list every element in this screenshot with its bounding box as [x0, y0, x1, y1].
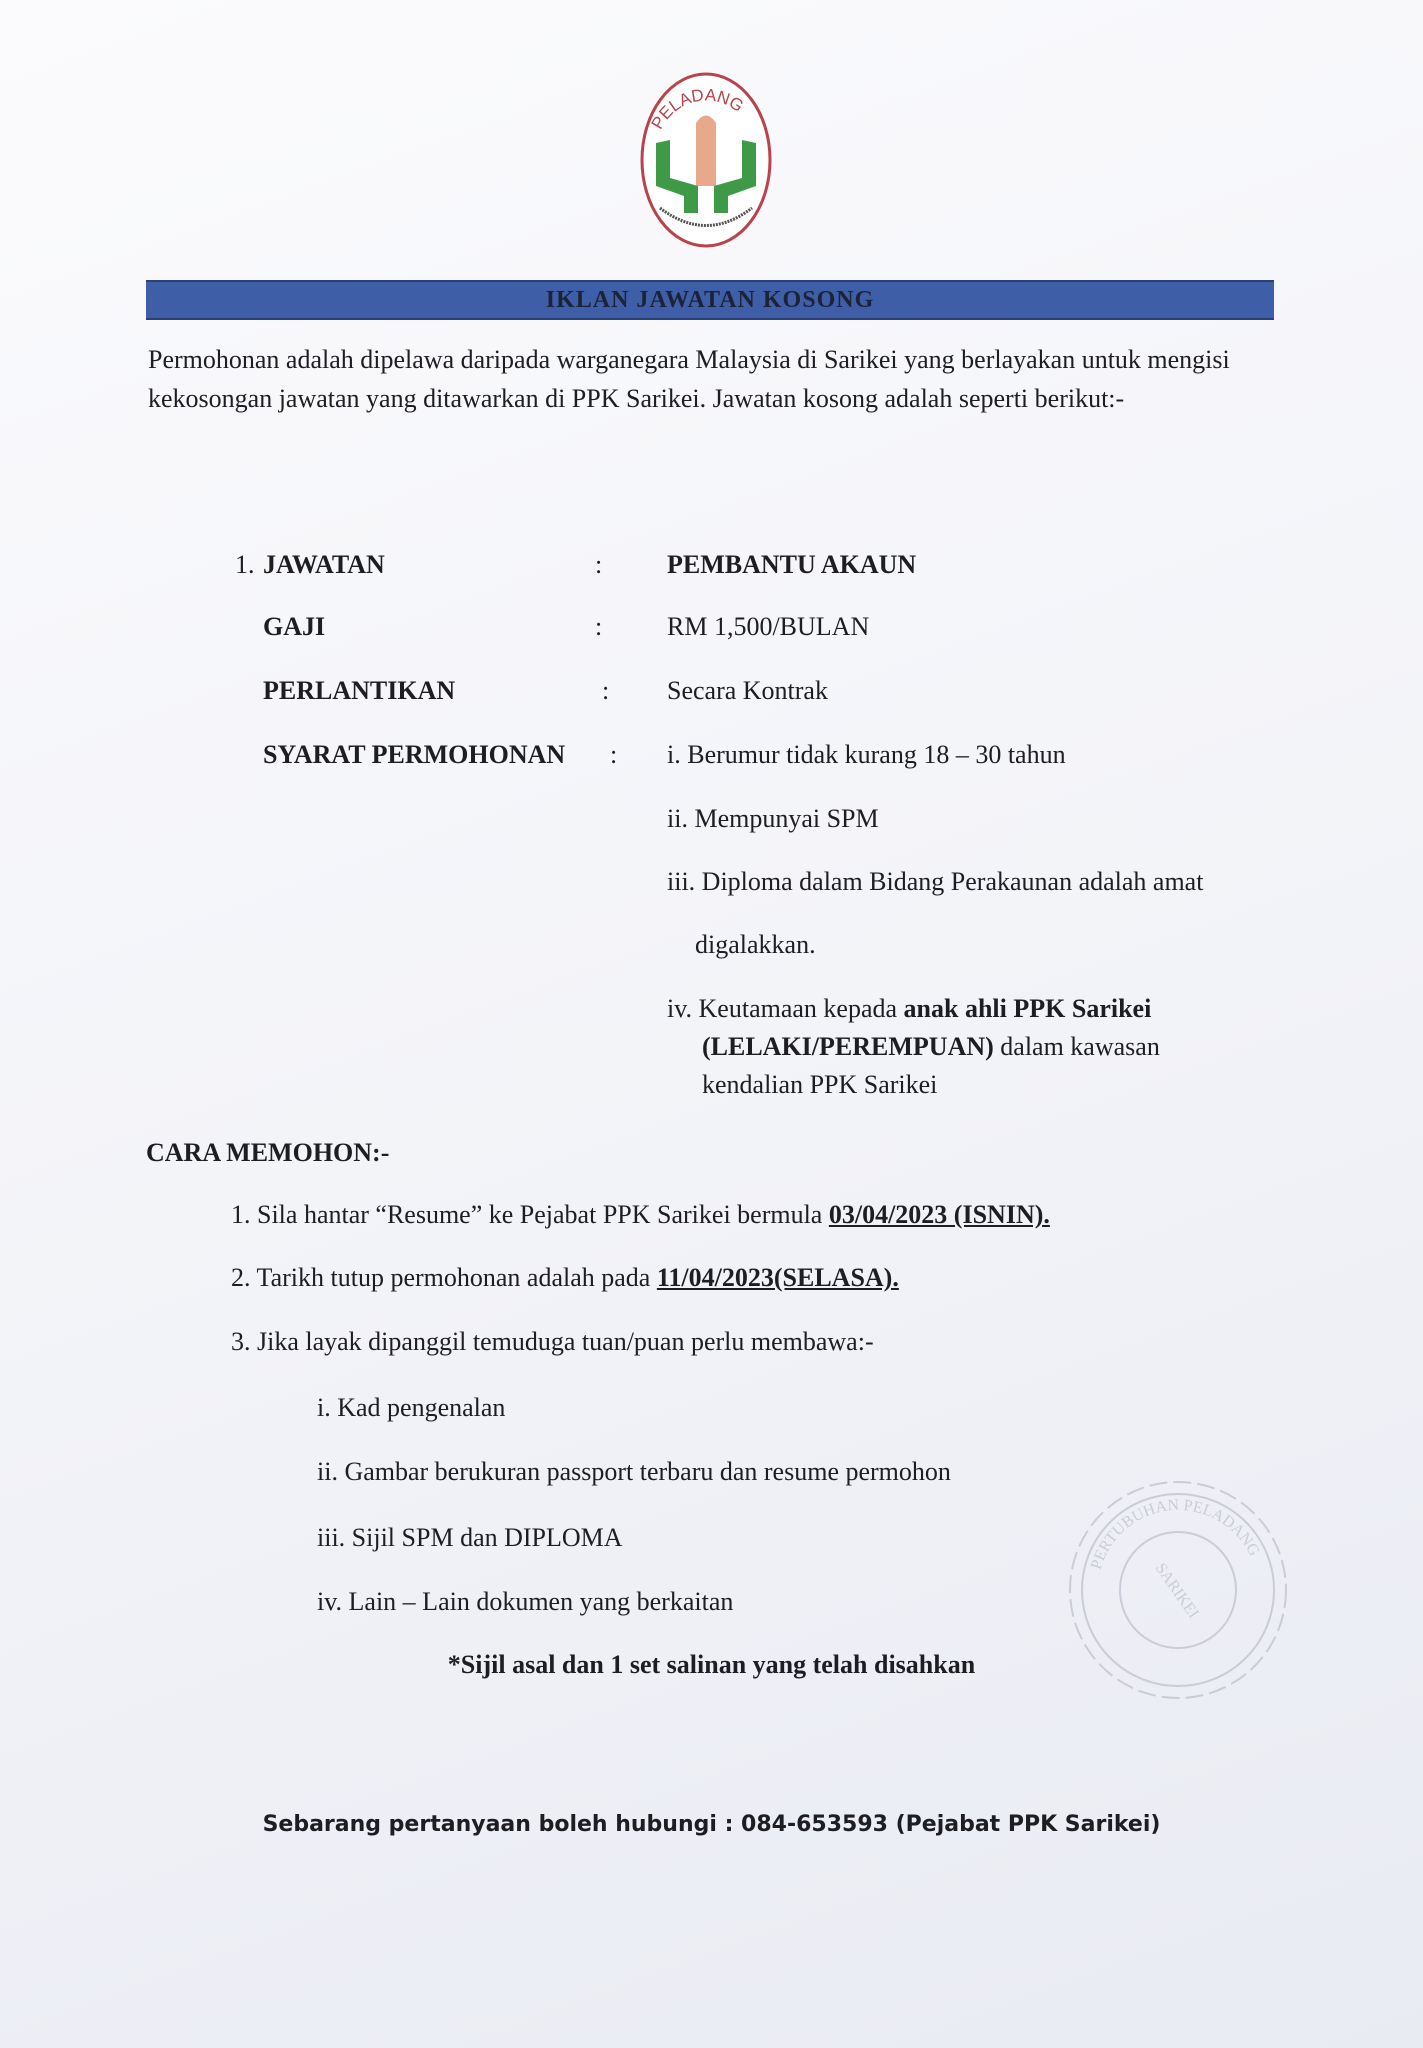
- step-text: 2. Tarikh tutup permohonan adalah pada: [231, 1263, 657, 1292]
- gaji-label: GAJI: [263, 612, 326, 641]
- document-item: ii. Gambar berukuran passport terbaru dan resume permohon: [317, 1457, 951, 1486]
- syarat-item-cont: [702, 1032, 1160, 1062]
- certificate-note: *Sijil asal dan 1 set salinan yang telah disahkan: [447, 1650, 976, 1679]
- syarat-label: SYARAT PERMOHONAN: [263, 740, 566, 769]
- step-2: [231, 1263, 899, 1293]
- syarat-item: ii. Mempunyai SPM: [667, 804, 879, 833]
- svg-text:PELADANG: PELADANG: [647, 85, 747, 133]
- document-item: i. Kad pengenalan: [317, 1393, 506, 1422]
- syarat-iv-text: dalam kawasan: [993, 1032, 1160, 1061]
- colon: :: [610, 740, 618, 769]
- contact-footer: Sebarang pertanyaan boleh hubungi : 084-653593 (Pejabat PPK Sarikei): [262, 1812, 1161, 1837]
- perlantikan-label: PERLANTIKAN: [263, 676, 456, 705]
- gaji-value: RM 1,500/BULAN: [667, 612, 870, 641]
- jawatan-value: PEMBANTU AKAUN: [667, 550, 917, 579]
- colon: :: [595, 612, 603, 641]
- syarat-item-cont: digalakkan.: [695, 930, 816, 959]
- document-item: iii. Sijil SPM dan DIPLOMA: [317, 1523, 623, 1552]
- cara-heading: CARA MEMOHON:-: [146, 1138, 390, 1167]
- step-text: 1. Sila hantar “Resume” ke Pejabat PPK Sarikei bermula: [231, 1200, 829, 1229]
- svg-text:PERTUBUHAN PELADANG: PERTUBUHAN PELADANG: [1087, 1496, 1263, 1572]
- syarat-item: iii. Diploma dalam Bidang Perakaunan adalah amat: [667, 867, 1204, 896]
- official-stamp: [1058, 1470, 1298, 1710]
- perlantikan-value: Secara Kontrak: [667, 676, 828, 705]
- colon: :: [602, 676, 610, 705]
- syarat-iv-text: iv. Keutamaan kepada: [667, 994, 904, 1023]
- title-banner: [146, 280, 1274, 320]
- peladang-logo: [636, 68, 776, 252]
- intro-paragraph: Permohonan adalah dipelawa daripada warganegara Malaysia di Sarikei yang berlayakan untuk mengisi kekosongan jawatan yang ditawarkan di PPK Sarikei. Jawatan kosong adalah seperti berikut:-: [148, 345, 1230, 413]
- start-date: 03/04/2023 (ISNIN).: [828, 1200, 1050, 1229]
- step-1: [231, 1200, 1050, 1230]
- syarat-item-cont: kendalian PPK Sarikei: [702, 1070, 938, 1099]
- syarat-iv-bold: (LELAKI/PEREMPUAN): [702, 1032, 994, 1061]
- document-item: iv. Lain – Lain dokumen yang berkaitan: [317, 1587, 734, 1616]
- svg-text:SARIKEI: SARIKEI: [1151, 1560, 1202, 1622]
- syarat-item: [667, 994, 1151, 1024]
- syarat-iv-bold: anak ahli PPK Sarikei: [903, 994, 1152, 1023]
- item-number: 1.: [235, 550, 255, 579]
- jawatan-label: JAWATAN: [263, 550, 385, 579]
- step-3: 3. Jika layak dipanggil temuduga tuan/puan perlu membawa:-: [231, 1327, 874, 1356]
- closing-date: 11/04/2023(SELASA).: [656, 1263, 899, 1292]
- colon: :: [595, 550, 603, 579]
- page-title: IKLAN JAWATAN KOSONG: [545, 287, 875, 313]
- syarat-item: i. Berumur tidak kurang 18 – 30 tahun: [667, 740, 1066, 769]
